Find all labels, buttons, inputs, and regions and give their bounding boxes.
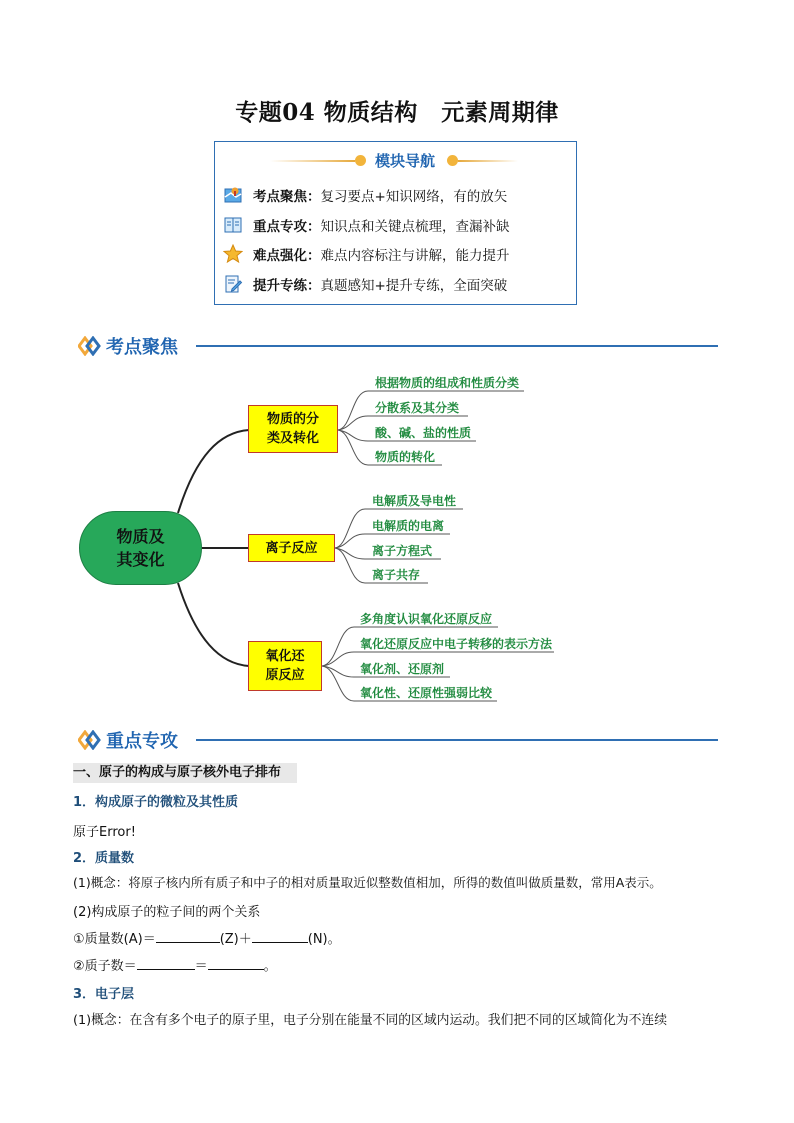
section-title: 重点专攻 bbox=[106, 731, 178, 752]
formula-proton-number bbox=[73, 955, 277, 974]
section-title: 考点聚焦 bbox=[106, 337, 178, 358]
leaf-node: 离子共存 bbox=[372, 568, 421, 582]
leaf-node: 多角度认识氧化还原反应 bbox=[360, 612, 493, 626]
mindmap-center-node bbox=[79, 511, 202, 585]
branch-node-ionic bbox=[248, 534, 335, 562]
branch-node-redox bbox=[248, 641, 322, 691]
leaf-node: 氧化剂、还原剂 bbox=[360, 662, 445, 676]
nav-key: 提升专练： bbox=[253, 278, 321, 294]
heading-atom-structure: 一、原子的构成与原子核外电子排布 bbox=[73, 763, 297, 783]
leaf-node: 电解质及导电性 bbox=[372, 494, 457, 508]
branch-label-line: 氧化还 bbox=[265, 649, 305, 664]
subheading-particles: 1．构成原子的微粒及其性质 bbox=[73, 795, 239, 810]
nav-desc: 真题感知+提升专练，全面突破 bbox=[320, 278, 508, 294]
branch-label-line: 原反应 bbox=[265, 668, 305, 683]
formula-mass-number bbox=[73, 928, 341, 947]
fill-blank[interactable] bbox=[137, 955, 195, 970]
section-rule bbox=[196, 739, 718, 741]
leaf-node: 酸、碱、盐的性质 bbox=[375, 426, 472, 440]
diamond-icon bbox=[78, 730, 102, 754]
formula-text: (Z)＋ bbox=[219, 932, 252, 947]
formula-text: (N)。 bbox=[307, 932, 341, 947]
center-line: 物质及 bbox=[116, 527, 165, 546]
nav-desc: 难点内容标注与讲解，能力提升 bbox=[320, 248, 510, 264]
leaf-node: 电解质的电离 bbox=[372, 519, 445, 533]
center-line: 其变化 bbox=[116, 550, 165, 569]
leaf-node: 分散系及其分类 bbox=[375, 401, 460, 415]
leaf-node: 离子方程式 bbox=[372, 544, 433, 558]
branch-label-line: 物质的分 bbox=[266, 412, 319, 427]
branch-label-line: 离子反应 bbox=[265, 540, 318, 556]
nav-key: 难点强化： bbox=[253, 248, 321, 264]
section-header-special bbox=[78, 727, 718, 753]
formula-text: ①质量数(A)＝ bbox=[73, 932, 156, 947]
subheading-electron-shell: 3．电子层 bbox=[73, 987, 135, 1002]
nav-key: 重点专攻： bbox=[253, 219, 321, 235]
subheading-mass-number: 2．质量数 bbox=[73, 851, 135, 866]
formula-text: 。 bbox=[263, 959, 277, 974]
paragraph: (1)概念：在含有多个电子的原子里，电子分别在能量不同的区域内运动。我们把不同的区域简化为不连续 bbox=[73, 1013, 667, 1028]
fill-blank[interactable] bbox=[156, 928, 220, 943]
leaf-node: 根据物质的组成和性质分类 bbox=[375, 376, 520, 390]
branch-label-line: 类及转化 bbox=[266, 431, 319, 446]
leaf-node: 氧化还原反应中电子转移的表示方法 bbox=[360, 637, 553, 651]
leaf-node: 氧化性、还原性强弱比较 bbox=[360, 686, 493, 700]
nav-desc: 复习要点+知识网络，有的放矢 bbox=[320, 189, 508, 205]
paragraph: (2)构成原子的粒子间的两个关系 bbox=[73, 905, 261, 920]
nav-key: 考点聚焦： bbox=[253, 189, 321, 205]
leaf-node: 物质的转化 bbox=[375, 450, 436, 464]
formula-text: ＝ bbox=[194, 959, 208, 974]
formula-text: ②质子数＝ bbox=[73, 959, 137, 974]
branch-node-classification bbox=[248, 405, 338, 453]
fill-blank[interactable] bbox=[208, 955, 264, 970]
paragraph: (1)概念：将原子核内所有质子和中子的相对质量取近似整数值相加，所得的数值叫做质量数，常用A表示。 bbox=[73, 875, 662, 890]
fill-blank[interactable] bbox=[252, 928, 308, 943]
nav-title: 模块导航 bbox=[374, 152, 435, 170]
page-title: 专题04 物质结构 元素周期律 bbox=[235, 99, 559, 126]
nav-desc: 知识点和关键点梳理，查漏补缺 bbox=[320, 219, 510, 235]
paragraph: 原子Error! bbox=[73, 825, 136, 840]
